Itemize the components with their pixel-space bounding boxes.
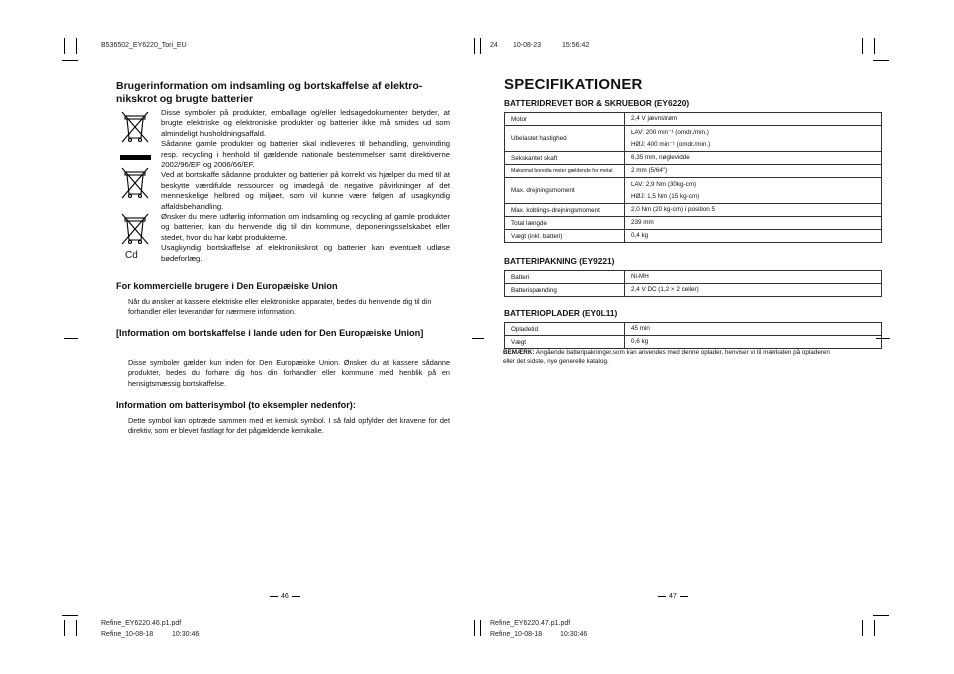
table-row: [505, 323, 882, 336]
table-row: [505, 204, 882, 217]
spec-key: Vægt (inkl. batteri): [505, 230, 625, 243]
table-row: [505, 336, 882, 349]
table-row: [505, 113, 882, 126]
spec-value: 45 min: [631, 325, 650, 332]
footer-date-right: Refine_10-08-18: [490, 631, 543, 638]
spec-value: 6,35 mm, nøglevidde: [631, 154, 690, 161]
spec-value-cell: [625, 336, 882, 349]
paragraph: Usagkyndig bortskaffelse af elektronikskrot og batterier kan eventuelt udløse bødeforlæg.: [161, 243, 450, 263]
spec-key: Maksimal boredia meter gældende for metal: [505, 165, 625, 178]
left-intro: [161, 108, 450, 264]
table-row: [505, 126, 882, 152]
spec-value-cell: [625, 271, 882, 284]
spec-value: LAV: 2,9 Nm (30kg-cm): [631, 180, 697, 188]
header-page: 24: [490, 42, 498, 49]
note-text: Angående batteripakninger,som kan anvendes med denne oplader, henviser vi til mærkaten på opladeren eller det sidste, nye generelle katalog.: [503, 349, 830, 365]
spec-value-cell: [625, 323, 882, 336]
spec-value: HØJ: 400 min⁻¹ (omdr./min.): [631, 140, 711, 148]
table-row: [505, 165, 882, 178]
page-number-right: 47: [655, 593, 691, 600]
spec-key: Sekskantet skaft: [505, 152, 625, 165]
header-date: 10-08-23: [513, 42, 542, 49]
crossed-bin-icon: [122, 168, 148, 198]
spec-value: 2,4 V DC (1,2 × 2 celler): [631, 286, 699, 293]
footer-file-right: Refine_EY6220.47.p1.pdf: [490, 620, 571, 627]
paragraph: Disse symboler på produkter, emballage og/eller ledsagedokumenter betyder, at brugte elektriske og elektroniske produkter og batterier ikke må smides ud som almindeligt husholdningsaffald.: [161, 108, 450, 138]
spec-value: 2,4 V jævnstrøm: [631, 115, 678, 122]
spec-title: SPECIFIKATIONER: [504, 76, 643, 93]
crossed-bin-icon: [122, 214, 148, 244]
spec-value: 2 mm (5/64"): [631, 167, 668, 174]
spec-table: [504, 322, 882, 349]
table-heading: BATTERIOPLADER (EY0L11): [504, 308, 618, 318]
spec-key: Max. drejningsmoment: [505, 178, 625, 204]
footer-time-right: 10:30:46: [560, 631, 588, 638]
footer-file-left: Refine_EY6220.46.p1.pdf: [101, 620, 182, 627]
table-heading: BATTERIPAKNING (EY9221): [504, 256, 615, 266]
table-row: [505, 284, 882, 297]
table-row: [505, 271, 882, 284]
paragraph: Ved at bortskaffe sådanne produkter og batterier på korrekt vis hjælper du med til at beskytte værdifulde ressourcer og imødegå de negative påvirkninger af det menneskelige helbred og miljøet, som vil kunne være følgen af usagkyndig affaldsbehandling.: [161, 170, 450, 211]
spec-value-cell: [625, 126, 882, 152]
spec-value: LAV: 200 min⁻¹ (omdr./min.): [631, 128, 709, 136]
spec-key: Vægt: [505, 336, 625, 349]
disposal-icons: [116, 108, 156, 268]
black-bar-icon: [120, 155, 151, 160]
spec-value-cell: [625, 284, 882, 297]
table-heading: BATTERIDREVET BOR & SKRUEBOR (EY6220): [504, 98, 690, 108]
spec-value-cell: [625, 230, 882, 243]
spec-value-cell: [625, 152, 882, 165]
section-text: Når du ønsker at kassere elektriske eller elektroniske apparater, bedes du henvende dig til din forhandler eller leverandør for nærmere information.: [128, 297, 432, 317]
note: [503, 348, 843, 366]
spec-value-cell: [625, 178, 882, 204]
spec-key: Batteri: [505, 271, 625, 284]
spec-value: HØJ: 1,5 Nm (15 kg-cm): [631, 192, 700, 200]
spec-value: 2,0 Nm (20 kg-cm) i position 5: [631, 206, 715, 213]
crossed-bin-icon: [122, 112, 148, 142]
footer-date-left: Refine_10-08-18: [101, 631, 154, 638]
section-text: Disse symboler gælder kun inden for Den Europæiske Union. Ønsker du at kassere sådanne produkter, bedes du forhøre dig hos din forhandler eller kommune med henblik på en hensigtsmæssig bortskaffelse.: [128, 358, 450, 388]
footer-time-left: 10:30:46: [172, 631, 200, 638]
header-time: 15:56:42: [562, 42, 590, 49]
section-heading: For kommercielle brugere i Den Europæiske Union: [116, 281, 338, 291]
section-heading: Information om batterisymbol (to eksempler nedenfor):: [116, 400, 356, 410]
table-row: [505, 178, 882, 204]
spec-key: Batterispænding: [505, 284, 625, 297]
spec-key: Ubelastet hastighed: [505, 126, 625, 152]
spec-key: Motor: [505, 113, 625, 126]
table-row: [505, 152, 882, 165]
table-row: [505, 217, 882, 230]
spec-tables: [504, 98, 882, 349]
header-filename: B536502_EY6220_Tori_EU: [101, 42, 187, 49]
spec-value-cell: [625, 113, 882, 126]
spec-key: Total længde: [505, 217, 625, 230]
spec-value: Ni-MH: [631, 273, 649, 280]
cd-label: Cd: [125, 250, 138, 261]
spec-value-cell: [625, 165, 882, 178]
section-text: Dette symbol kan optræde sammen med et kemisk symbol. I så fald opfylder det kravene for det direktiv, som er blevet fastlagt for det pågældende kemikalie.: [128, 416, 450, 436]
spec-table: [504, 270, 882, 297]
spec-value-cell: [625, 204, 882, 217]
spec-value: 0,4 kg: [631, 232, 649, 239]
table-row: [505, 230, 882, 243]
note-label: BEMÆRK:: [503, 349, 535, 356]
paragraph: Ønsker du mere udførlig information om indsamling og recycling af gamle produkter og batterier, kan du henvende dig til din kommune, deponeringsselskabet eller stedet, hvor du har købt produkterne.: [161, 212, 450, 242]
spec-table: [504, 112, 882, 243]
spec-value: 239 mm: [631, 219, 654, 226]
spec-key: Opladetid: [505, 323, 625, 336]
paragraph: Sådanne gamle produkter og batterier skal indleveres til behandling, genvinding resp. recycling i henhold til gældende nationale bestemmelser samt direktiverne 2002/96/EF og 2006/66/EF.: [161, 139, 450, 170]
spec-value-cell: [625, 217, 882, 230]
section-heading: [Information om bortskaffelse i lande uden for Den Europæiske Union]: [116, 328, 424, 338]
page-number-left: 46: [267, 593, 303, 600]
spec-value: 0,6 kg: [631, 338, 649, 345]
spec-key: Max. koblings-drejningsmoment: [505, 204, 625, 217]
left-title: Brugerinformation om indsamling og bortskaffelse af elektro-nikskrot og brugte batterier: [116, 80, 423, 105]
